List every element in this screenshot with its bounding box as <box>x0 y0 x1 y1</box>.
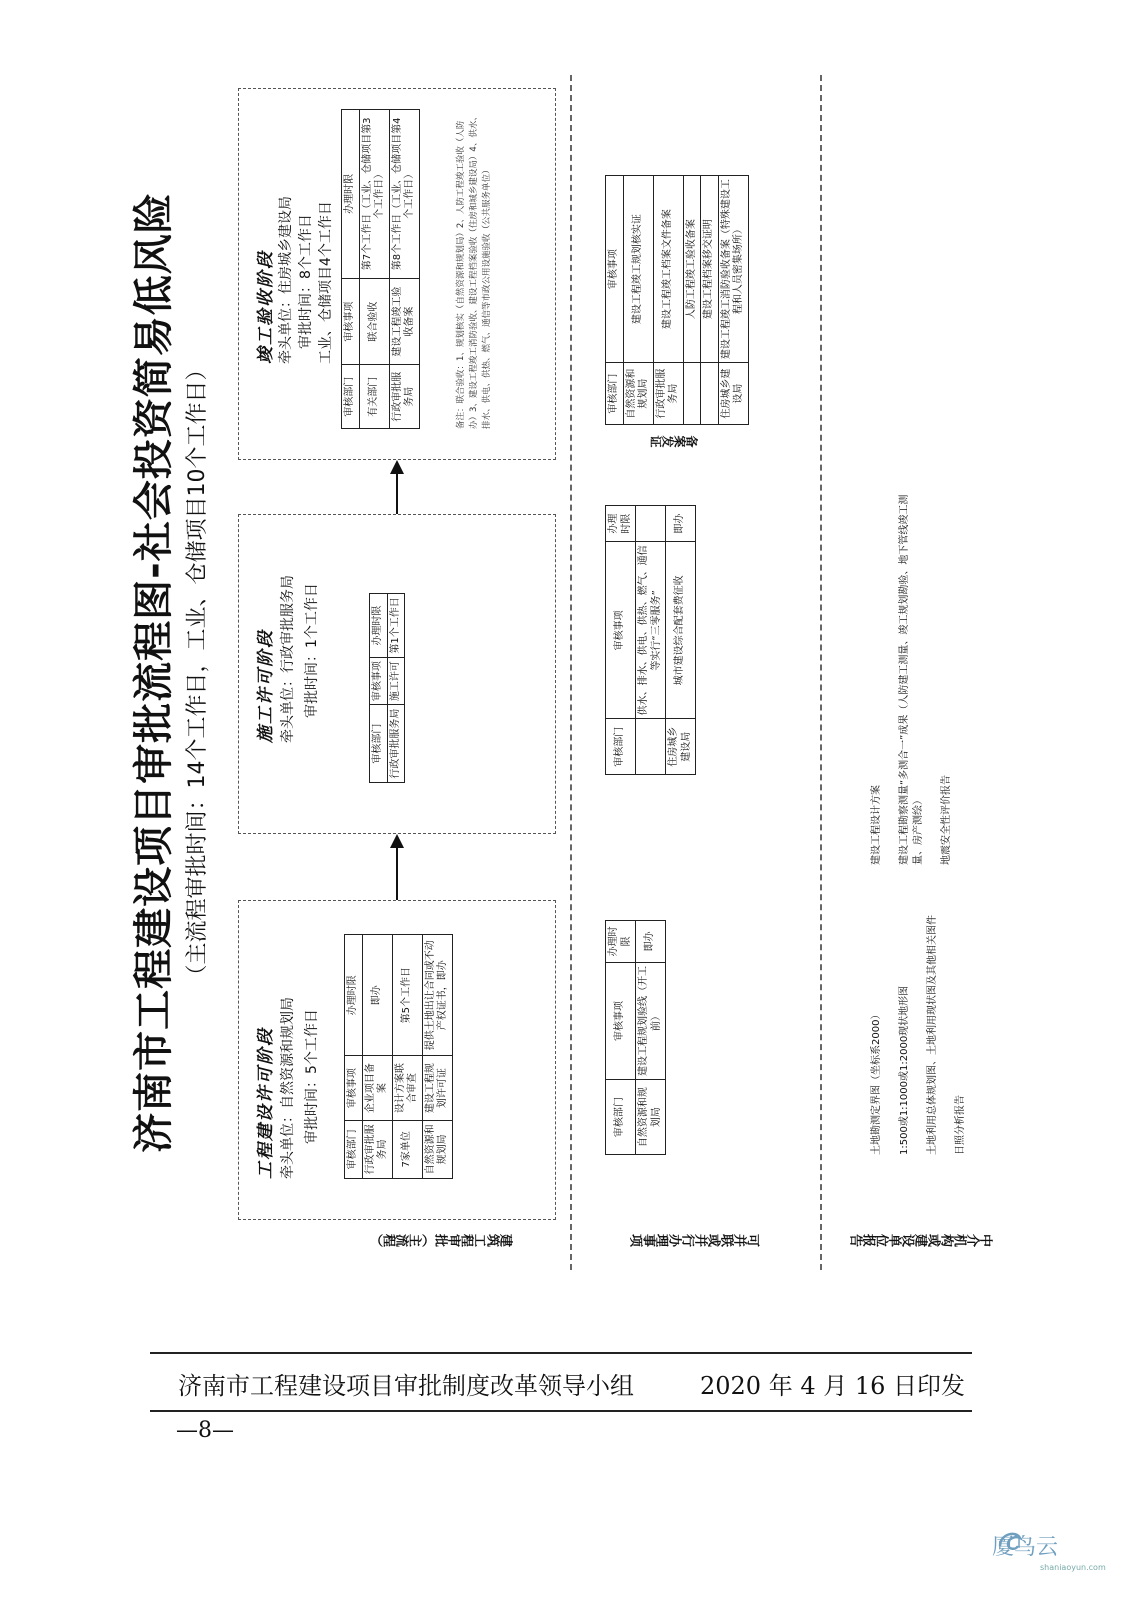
page-subtitle: （主流程审批时间：14个工作日，工业、仓储项目10个工作日） <box>185 358 210 987</box>
table-header-cell: 办理时限 <box>606 921 636 963</box>
table-cell: 自然资源和规划局 <box>422 1120 452 1178</box>
arrow-head-icon <box>390 460 404 474</box>
table-header-cell: 办理时限 <box>606 506 636 542</box>
table-row <box>362 935 392 1179</box>
table-header-row <box>345 935 363 1179</box>
table-row <box>392 935 422 1179</box>
stage-time-industrial: 工业、仓储项目4个工作日 <box>318 201 334 364</box>
table-header-cell: 审核部门 <box>345 1120 363 1178</box>
arrow-head-icon <box>390 834 404 848</box>
table-header-cell: 办理时限 <box>345 935 363 1056</box>
table-header-cell: 审核部门 <box>606 1080 636 1155</box>
agency-doc-item: 建设工程勘察测量“多测合一”成果（人防建工测量、竣工规划勘验、地下管线竣工测量、房产测绘） <box>899 494 924 865</box>
stage-title: 工程建设许可阶段 <box>256 1027 276 1179</box>
stage-time: 审批时间：1个工作日 <box>304 583 320 718</box>
agency-doc-item: 土地利用总体规划图、土地利用现状图及其他相关图件 <box>927 915 938 1155</box>
stage-completion-acceptance <box>238 88 556 460</box>
table-header-cell: 审核事项 <box>606 542 636 719</box>
stage-lead: 牵头单位：行政审批服务局 <box>280 575 296 743</box>
table-cell: 7家单位 <box>392 1120 422 1178</box>
table-header-cell: 审核事项 <box>370 657 388 704</box>
filing-table <box>605 175 749 425</box>
table-row <box>701 176 719 425</box>
table-header-cell: 审核部门 <box>342 365 360 429</box>
filing-label: 备案发证 <box>650 434 698 448</box>
flow-arrow <box>396 848 398 900</box>
table-cell: 城市建设综合配套费征收 <box>666 542 696 719</box>
table-cell: 第1个工作日 <box>387 594 405 658</box>
table-cell: 自然资源和规划局 <box>623 363 653 425</box>
table-row <box>359 110 389 429</box>
page-title: 济南市工程建设项目审批流程图-社会投资简易低风险 <box>131 192 177 1153</box>
stage-construction-permit <box>238 514 556 834</box>
footer-org: 济南市工程建设项目审批制度改革领导小组 <box>178 1372 634 1400</box>
row-separator <box>820 75 822 1270</box>
table-row <box>718 176 748 425</box>
table-header-cell: 审核事项 <box>606 176 624 363</box>
rotated-sheet <box>110 60 1030 1285</box>
table-cell: 住房城乡建设局 <box>718 363 748 425</box>
stage-lead: 牵头单位：住房城乡建设局 <box>278 196 294 364</box>
table-cell: 施工许可 <box>387 657 405 704</box>
parallel-table-planning <box>605 920 666 1155</box>
table-header-row <box>606 176 624 425</box>
agency-doc-item: 地震安全性评价报告 <box>941 775 952 865</box>
stage-lead: 牵头单位：自然资源和规划局 <box>280 997 296 1179</box>
table-header-row <box>370 594 388 783</box>
table-row <box>389 110 419 429</box>
table-cell: 即办 <box>636 921 666 963</box>
agency-doc-item: 土地勘测定界图（坐标系2000） <box>871 1009 882 1155</box>
table-cell: 行政审批服务局 <box>362 1120 392 1178</box>
table-row <box>683 176 701 425</box>
table-header-cell: 审核部门 <box>606 719 636 775</box>
stage-table <box>344 934 453 1179</box>
table-header-cell: 审核事项 <box>342 278 360 365</box>
table-header-cell: 审核事项 <box>606 962 636 1080</box>
table-row <box>636 921 666 1155</box>
table-cell: 建设工程规划许可证 <box>422 1056 452 1120</box>
table-row <box>636 506 666 775</box>
table-row <box>653 176 683 425</box>
agency-doc-item: 1:500或1:1000或1:2000现状地形图 <box>899 985 910 1155</box>
table-header-cell: 审核部门 <box>606 363 624 425</box>
flow-arrow <box>396 474 398 514</box>
table-cell <box>683 363 701 425</box>
stage-design-permit <box>238 900 556 1220</box>
table-cell: 建设工程竣工规划核实证 <box>623 176 653 363</box>
table-row <box>623 176 653 425</box>
table-header-cell: 审核事项 <box>345 1056 363 1120</box>
table-header-row <box>606 506 636 775</box>
parallel-table-utilities <box>605 505 696 775</box>
table-cell: 有关部门 <box>359 365 389 429</box>
table-cell: 建设工程竣工验收备案 <box>389 278 419 365</box>
row-label-parallel: 可并联或并行办理事项 <box>630 1231 760 1246</box>
table-row <box>387 594 405 783</box>
table-cell: 供水、排水、供电、供热、燃气、通信等实行“三零服务” <box>636 542 666 719</box>
table-cell: 自然资源和规划局 <box>636 1080 666 1155</box>
table-cell: 第8个工作日（工业、仓储项目第4个工作日） <box>389 110 419 279</box>
watermark-text: 厦鸟云 <box>992 1535 1059 1560</box>
stage-table <box>369 593 405 783</box>
agency-docs-right <box>870 485 968 865</box>
stage-title: 竣工验收阶段 <box>256 250 276 364</box>
table-cell: 行政审批服务局 <box>653 363 683 425</box>
table-cell: 建设工程规划验线（开工前） <box>636 962 666 1080</box>
table-row <box>666 506 696 775</box>
row-label-main: 建筑工程审批（主流程） <box>370 1231 513 1246</box>
table-cell: 第7个工作日（工业、仓储项目第3个工作日） <box>359 110 389 279</box>
stage-time: 审批时间：8个工作日 <box>298 214 314 349</box>
table-cell: 建设工程竣工档案文件备案 <box>653 176 683 363</box>
table-cell <box>636 506 666 542</box>
agency-doc-item: 日照分析报告 <box>955 1095 966 1155</box>
footer-rule <box>150 1352 972 1354</box>
footer-date: 2020 年 4 月 16 日印发 <box>700 1372 966 1400</box>
table-cell <box>636 719 666 775</box>
page-number: —8— <box>176 1418 234 1443</box>
table-header-row <box>606 921 636 1155</box>
table-cell: 建设工程竣工消防验收备案（特殊建设工程和人员密集场所） <box>718 176 748 363</box>
table-cell: 即办 <box>666 506 696 542</box>
table-header-row <box>342 110 360 429</box>
table-cell: 联合验收 <box>359 278 389 365</box>
table-cell: 行政审批服务局 <box>387 705 405 783</box>
table-header-cell: 办理时限 <box>342 110 360 279</box>
footer-rule <box>150 1410 972 1412</box>
table-cell: 行政审批服务局 <box>389 365 419 429</box>
watermark-sub: shaniaoyun.com <box>1040 1563 1106 1572</box>
stage-title: 施工许可阶段 <box>256 629 276 743</box>
agency-doc-item: 建设工程设计方案 <box>871 785 882 865</box>
table-cell: 设计方案联合审查 <box>392 1056 422 1120</box>
table-cell: 提供土地出让合同或不动产权证书，即办 <box>422 935 452 1056</box>
table-row <box>422 935 452 1179</box>
table-cell: 住房城乡建设局 <box>666 719 696 775</box>
table-header-cell: 审核部门 <box>370 705 388 783</box>
table-cell: 人防工程竣工验收备案 <box>683 176 701 363</box>
stage-note: 备注：联合验收：1、规划核实（自然资源和规划局）2、人防工程竣工验收（人防办）3、建设工程竣工消防验收、建设工程档案验收（住房和城乡建设局）4、供水、排水、供电、供热、燃气、通信等市政公用设施验收（公共服务单位） <box>456 112 492 429</box>
table-cell: 企业项目备案 <box>362 1056 392 1120</box>
table-cell: 建设工程档案移交证明 <box>701 176 719 363</box>
row-separator <box>570 75 572 1270</box>
table-cell <box>701 363 719 425</box>
table-header-cell: 办理时限 <box>370 594 388 658</box>
stage-table <box>341 109 420 429</box>
row-label-agency: 中介机构或建设单位报告 <box>850 1231 993 1246</box>
table-cell: 第5个工作日 <box>392 935 422 1056</box>
table-cell: 即办 <box>362 935 392 1056</box>
flowchart <box>110 60 1030 1285</box>
stage-time: 审批时间：5个工作日 <box>304 1009 320 1144</box>
